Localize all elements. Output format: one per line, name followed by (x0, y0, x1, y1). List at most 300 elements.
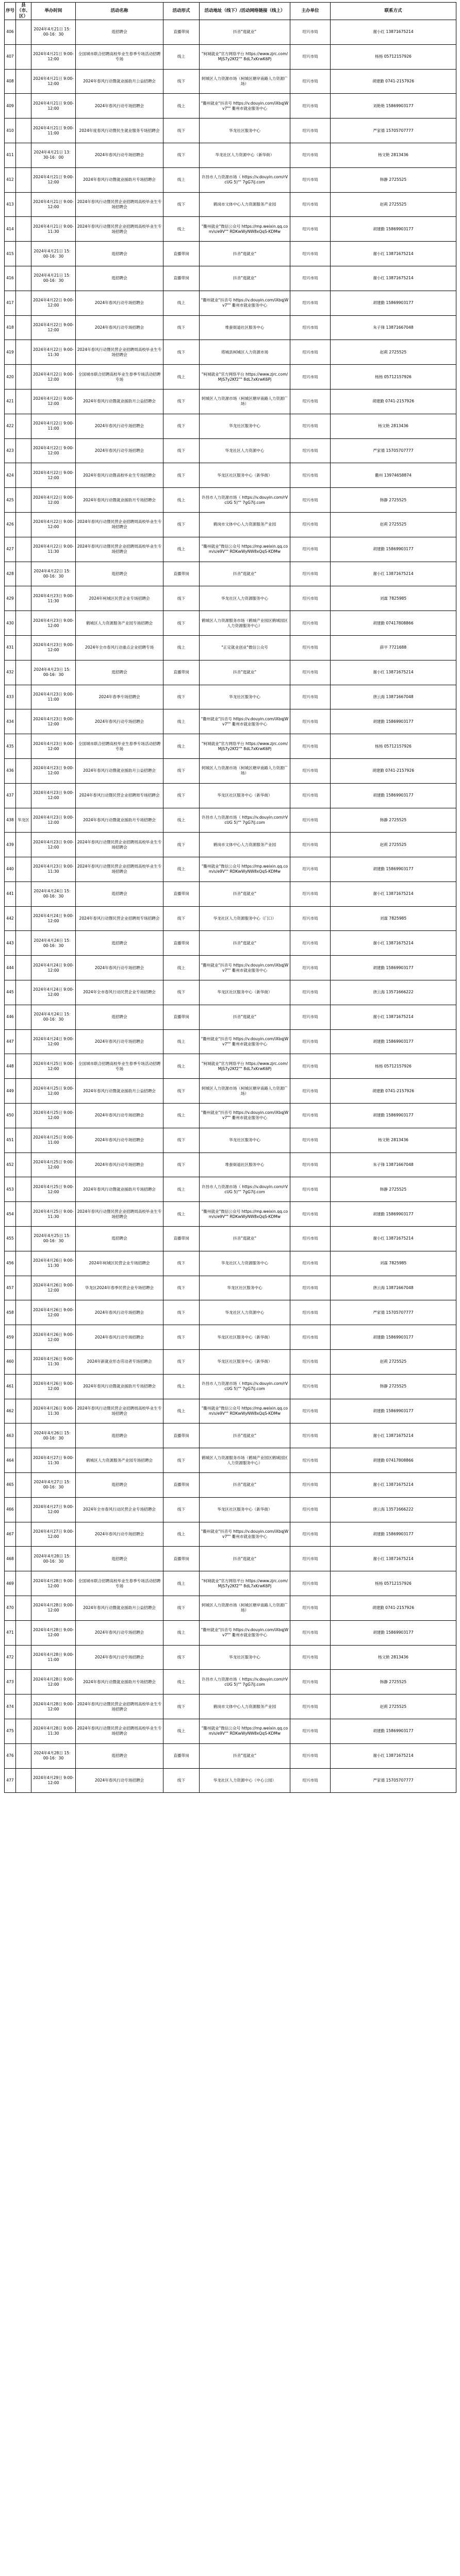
cell-contact: 韩静 2725525 (331, 1670, 456, 1694)
table-row (5, 1079, 456, 1104)
cell-seq: 412 (5, 167, 16, 192)
cell-name: 逛招聘会 (76, 1005, 163, 1029)
cell-seq: 434 (5, 709, 16, 734)
cell-contact: 谢小红 13871675214 (331, 242, 456, 266)
cell-seq: 436 (5, 758, 16, 783)
cell-seq: 431 (5, 635, 16, 660)
cell-area (16, 20, 31, 45)
cell-time: 2024年4月28日 15：00-16：30 (31, 1743, 76, 1768)
cell-contact: 刘霖 7825985 (331, 1251, 456, 1276)
cell-place: 华龙区社区服务中心（新华街） (200, 980, 290, 1005)
cell-org: 绍兴市局 (290, 1547, 331, 1571)
cell-seq: 415 (5, 242, 16, 266)
cell-name: 逛招聘会 (76, 1743, 163, 1768)
cell-org: 绍兴市局 (290, 1079, 331, 1104)
cell-contact: 唐云海 13871667048 (331, 1276, 456, 1300)
cell-area (16, 118, 31, 143)
cell-form: 线上 (163, 709, 200, 734)
cell-org: 绍兴市局 (290, 783, 331, 808)
cell-form: 线下 (163, 1128, 200, 1153)
cell-name: 2024年春风行动专场招聘会 (76, 143, 163, 167)
cell-org: 绍兴市局 (290, 906, 331, 931)
cell-place: "衢州就业"微信公众号 https://mp.weixin.qq.com/s/e9V"" RDKwWyNW8xQqS-KDMw (200, 537, 290, 562)
cell-form: 线下 (163, 1276, 200, 1300)
cell-time: 2024年4月24日 9:00-12:00 (31, 956, 76, 980)
cell-contact: 杨文艳 2813436 (331, 1645, 456, 1670)
table-row (5, 1128, 456, 1153)
table-row (5, 562, 456, 586)
cell-time: 2024年4月26日 9:00-12:00 (31, 1276, 76, 1300)
cell-org: 绍兴市局 (290, 1620, 331, 1645)
cell-time: 2024年4月23日 9:00-12:00 (31, 758, 76, 783)
cell-org: 绍兴市局 (290, 882, 331, 906)
cell-seq: 445 (5, 980, 16, 1005)
cell-contact: 赵莉 2725525 (331, 1694, 456, 1719)
cell-place: 抖音"逛就业" (200, 660, 290, 685)
cell-org: 绍兴市局 (290, 1497, 331, 1522)
cell-place: 华龙社区人力资源中心 (200, 438, 290, 463)
cell-seq: 463 (5, 1423, 16, 1448)
cell-seq: 476 (5, 1743, 16, 1768)
cell-form: 线上 (163, 1202, 200, 1227)
cell-org: 绍兴市局 (290, 1202, 331, 1227)
cell-name: 逛招聘会 (76, 882, 163, 906)
cell-contact: 胡建勤 15869903177 (331, 1719, 456, 1743)
cell-form: 线下 (163, 512, 200, 537)
cell-time: 2024年4月27日 9:00-11:30 (31, 1448, 76, 1473)
cell-org: 绍兴市局 (290, 1768, 331, 1793)
cell-seq: 446 (5, 1005, 16, 1029)
cell-place: "衢州就业"抖音号 https://v.douyin.com/iXbqjWv7"" 衢州市就业服务中心 (200, 1522, 290, 1547)
cell-org: 绍兴市局 (290, 217, 331, 242)
cell-org: 绍兴市局 (290, 611, 331, 636)
cell-form: 线下 (163, 389, 200, 414)
table-row (5, 1473, 456, 1498)
cell-place: 华龙社区服务中心 (200, 414, 290, 438)
cell-form: 线下 (163, 1079, 200, 1104)
cell-time: 2024年4月25日 9:00-12:00 (31, 1153, 76, 1177)
table-row (5, 808, 456, 833)
cell-seq: 475 (5, 1719, 16, 1743)
cell-seq: 429 (5, 586, 16, 611)
cell-contact: 谢小红 13871675214 (331, 562, 456, 586)
cell-seq: 454 (5, 1202, 16, 1227)
cell-area (16, 1522, 31, 1547)
cell-place: 华龙社区人力资源中心 (200, 1300, 290, 1325)
cell-name: 鹤城区人力资源服务产业园专场招聘会 (76, 1448, 163, 1473)
table-row (5, 1768, 456, 1793)
cell-seq: 457 (5, 1276, 16, 1300)
cell-seq: 435 (5, 734, 16, 759)
header-form: 活动形式 (163, 3, 200, 20)
cell-area (16, 1005, 31, 1029)
cell-org: 绍兴市局 (290, 685, 331, 709)
cell-name: 2024年春风行动暨就业援助月专场招聘会 (76, 1670, 163, 1694)
cell-time: 2024年4月23日 9:00-12:00 (31, 635, 76, 660)
cell-time: 2024年4月23日 9:00-12:00 (31, 709, 76, 734)
cell-contact: 胡建勤 15869903177 (331, 1399, 456, 1423)
cell-area (16, 1596, 31, 1621)
cell-area (16, 857, 31, 882)
cell-place: 鹤城区人力资源服务市场（鹤城产业园区鹤城园区人力资源服务中心） (200, 1448, 290, 1473)
cell-org: 绍兴市局 (290, 242, 331, 266)
cell-form: 线下 (163, 611, 200, 636)
cell-time: 2024年4月22日 9:00-12:00 (31, 389, 76, 414)
cell-place: "柯城就业"官方网络平台 https://www.zjrc.com/MjS7y2Kf2"" 8dL7xKrwK6Pj (200, 734, 290, 759)
cell-form: 线下 (163, 315, 200, 340)
cell-name: 2024年春风行动专场招聘会 (76, 709, 163, 734)
cell-time: 2024年4月22日 9:00-12:00 (31, 463, 76, 488)
cell-contact: 谢小红 13871675214 (331, 1547, 456, 1571)
cell-place: 抖音"逛就业" (200, 1227, 290, 1251)
cell-form: 直播带岗 (163, 562, 200, 586)
cell-seq: 449 (5, 1079, 16, 1104)
cell-place: 抖音"逛就业" (200, 20, 290, 45)
cell-place: 抖音"逛就业" (200, 931, 290, 956)
cell-name: 2024年春风行动暨民营企业招聘周高校毕业生专场招聘会 (76, 833, 163, 857)
cell-contact: 胡建勤 07417808866 (331, 611, 456, 636)
table-row (5, 980, 456, 1005)
cell-time: 2024年4月27日 9:00-12:00 (31, 1522, 76, 1547)
cell-org: 绍兴市局 (290, 1300, 331, 1325)
cell-org: 绍兴市局 (290, 315, 331, 340)
cell-place: 华龙社区服务中心 (200, 1128, 290, 1153)
table-row (5, 1177, 456, 1202)
cell-form: 直播带岗 (163, 1005, 200, 1029)
table-row (5, 266, 456, 291)
cell-form: 直播带岗 (163, 266, 200, 291)
cell-org: 绍兴市局 (290, 1423, 331, 1448)
cell-area (16, 1079, 31, 1104)
cell-time: 2024年4月22日 9:00-11:30 (31, 340, 76, 365)
cell-time: 2024年4月24日 9:00-12:00 (31, 980, 76, 1005)
cell-name: 2024年春风行动暨民营企业招聘周高校毕业生专场招聘会 (76, 857, 163, 882)
table-row (5, 438, 456, 463)
cell-time: 2024年4月21日 9:00-12:00 (31, 44, 76, 69)
table-row (5, 1571, 456, 1596)
cell-org: 绍兴市局 (290, 660, 331, 685)
cell-form: 线下 (163, 1768, 200, 1793)
cell-form: 线上 (163, 365, 200, 389)
cell-contact: 谢小红 13871675214 (331, 1423, 456, 1448)
cell-name: 2024年度春风行动暨民生就业服务专场招聘会 (76, 118, 163, 143)
cell-seq: 452 (5, 1153, 16, 1177)
cell-form: 线上 (163, 1399, 200, 1423)
table-row (5, 1251, 456, 1276)
cell-area (16, 1128, 31, 1153)
cell-name: 逛招聘会 (76, 1547, 163, 1571)
cell-form: 线上 (163, 808, 200, 833)
table-row (5, 1719, 456, 1743)
table-row (5, 1005, 456, 1029)
cell-area (16, 512, 31, 537)
cell-place: 许昌市人力资源市场（ https://v.douyin.com/rVcUG 5)"" 7gG7iJ.com (200, 1374, 290, 1399)
cell-seq: 477 (5, 1768, 16, 1793)
cell-org: 绍兴市局 (290, 980, 331, 1005)
cell-time: 2024年4月23日 9:00-11:30 (31, 857, 76, 882)
cell-org: 绍兴市局 (290, 167, 331, 192)
cell-org: 绍兴市局 (290, 1350, 331, 1375)
cell-form: 线上 (163, 635, 200, 660)
cell-contact: 胡建勤 15869903177 (331, 1325, 456, 1350)
cell-time: 2024年4月21日 9:00-11:30 (31, 217, 76, 242)
table-row (5, 167, 456, 192)
cell-org: 绍兴市局 (290, 537, 331, 562)
cell-time: 2024年4月28日 9:00-12:00 (31, 1596, 76, 1621)
cell-seq: 424 (5, 463, 16, 488)
table-row (5, 956, 456, 980)
cell-name: 2024年春风行动专场招聘会 (76, 414, 163, 438)
cell-contact: 谢小红 13871675214 (331, 882, 456, 906)
table-row (5, 1547, 456, 1571)
cell-place: 轲城区人力资源市场（柯城区塘岸南路人力资源广场） (200, 758, 290, 783)
cell-org: 绍兴市局 (290, 1522, 331, 1547)
cell-contact: 刘艳艳 15869903177 (331, 94, 456, 118)
cell-time: 2024年4月22日 9:00-12:00 (31, 315, 76, 340)
cell-place: 堆蚕街道社区服务中心 (200, 1153, 290, 1177)
cell-seq: 407 (5, 44, 16, 69)
cell-name: 2024年春风行动暨民营企业招聘周高校毕业生专场招聘会 (76, 192, 163, 217)
cell-name: 2024年春风行动暨就业援助月专场招聘会 (76, 1177, 163, 1202)
cell-org: 绍兴市局 (290, 1571, 331, 1596)
cell-form: 线下 (163, 1645, 200, 1670)
cell-name: 2024年春风行动暨民营企业招聘周高校毕业生专场招聘会 (76, 1202, 163, 1227)
cell-place: 抖音"逛就业" (200, 1743, 290, 1768)
cell-org: 绍兴市局 (290, 1645, 331, 1670)
cell-area (16, 266, 31, 291)
cell-area (16, 1300, 31, 1325)
cell-name: 2024年春风行动专场招聘会 (76, 1029, 163, 1054)
cell-time: 2024年4月23日 15：00-16：30 (31, 660, 76, 685)
cell-org: 绍兴市局 (290, 1276, 331, 1300)
cell-time: 2024年4月25日 9:00-12:00 (31, 1177, 76, 1202)
header-org: 主办单位 (290, 3, 331, 20)
cell-area (16, 1153, 31, 1177)
cell-contact: 唐云海 13571666222 (331, 980, 456, 1005)
header-row (5, 3, 456, 20)
table-row (5, 1325, 456, 1350)
cell-contact: 韩静 2725525 (331, 488, 456, 513)
cell-name: 2024年春风行动暨民营企业招聘周高校毕业生专场招聘会 (76, 537, 163, 562)
cell-area (16, 611, 31, 636)
table-row (5, 291, 456, 315)
cell-time: 2024年4月23日 9:00-12:00 (31, 611, 76, 636)
header-area: 县（市、区） (16, 3, 31, 20)
table-body (5, 20, 456, 1793)
cell-time: 2024年4月23日 9:00-12:00 (31, 734, 76, 759)
table-row (5, 857, 456, 882)
cell-contact: 韩静 2725525 (331, 1374, 456, 1399)
cell-seq: 418 (5, 315, 16, 340)
cell-time: 2024年4月24日 15：00-16：30 (31, 931, 76, 956)
cell-area (16, 315, 31, 340)
cell-org: 绍兴市局 (290, 1719, 331, 1743)
cell-contact: 杨杨 05712157926 (331, 734, 456, 759)
cell-name: 全国城市联合招聘高校毕业生春季专场活动招聘专场 (76, 1054, 163, 1079)
cell-area (16, 1227, 31, 1251)
table-row (5, 315, 456, 340)
cell-name: 2024年春风行动专场招聘会 (76, 1325, 163, 1350)
table-row (5, 709, 456, 734)
cell-org: 绍兴市局 (290, 1473, 331, 1498)
cell-name: 2024年春风行动专场招聘会 (76, 438, 163, 463)
header-place: 活动地址（线下）/活动网络链接（线上） (200, 3, 290, 20)
cell-contact: 胡建勤 15869903177 (331, 291, 456, 315)
cell-org: 绍兴市局 (290, 1325, 331, 1350)
cell-contact: 胡建勤 15869903177 (331, 709, 456, 734)
cell-org: 绍兴市局 (290, 1694, 331, 1719)
cell-time: 2024年4月25日 9:00-12:00 (31, 1054, 76, 1079)
cell-name: 2024年春风行动暨民营企业招聘周高校毕业生专场招聘会 (76, 217, 163, 242)
cell-seq: 441 (5, 882, 16, 906)
cell-org: 绍兴市局 (290, 1448, 331, 1473)
cell-name: 2024年春风行动暨民营企业招聘周高校毕业生专场招聘会 (76, 512, 163, 537)
cell-name: 2024年春风行动专场招聘会 (76, 1522, 163, 1547)
cell-form: 线上 (163, 1029, 200, 1054)
cell-seq: 472 (5, 1645, 16, 1670)
cell-time: 2024年4月24日 9:00-12:00 (31, 1029, 76, 1054)
cell-place: 抖音"逛就业" (200, 1005, 290, 1029)
cell-org: 绍兴市局 (290, 734, 331, 759)
cell-org: 绍兴市局 (290, 192, 331, 217)
cell-contact: 胡建勤 15869903177 (331, 537, 456, 562)
cell-contact: 胡建勤 15869903177 (331, 956, 456, 980)
table-row (5, 1227, 456, 1251)
cell-name: 2024年春风行动专场招聘会 (76, 94, 163, 118)
table-row (5, 783, 456, 808)
cell-time: 2024年4月22日 15：00-16：30 (31, 562, 76, 586)
cell-form: 线下 (163, 1448, 200, 1473)
cell-name: 2024年春风行动暨民营企业招聘周高校毕业生专场招聘会 (76, 1694, 163, 1719)
table-row (5, 143, 456, 167)
cell-time: 2024年4月24日 15：00-16：30 (31, 1005, 76, 1029)
cell-form: 线上 (163, 1670, 200, 1694)
cell-name: 2024年春风行动暨民营企业招聘周专场招聘会 (76, 783, 163, 808)
cell-name: 2024年春风行动暨就业援助月专场招聘会 (76, 167, 163, 192)
cell-place: "衢州就业"抖音号 https://v.douyin.com/iXbqjWv7"" 衢州市就业服务中心 (200, 1029, 290, 1054)
cell-time: 2024年4月28日 9:00-12:00 (31, 1670, 76, 1694)
cell-area: 华龙区 (16, 808, 31, 833)
cell-contact: 谢小红 13871675214 (331, 1743, 456, 1768)
cell-area (16, 365, 31, 389)
cell-seq: 456 (5, 1251, 16, 1276)
cell-seq: 421 (5, 389, 16, 414)
cell-area (16, 1374, 31, 1399)
cell-contact: 杨文艳 2813436 (331, 414, 456, 438)
cell-area (16, 1645, 31, 1670)
cell-place: "衢州就业"微信公众号 https://mp.weixin.qq.com/s/e9V"" RDKwWyNW8xQqS-KDMw (200, 1399, 290, 1423)
cell-place: 许昌市人力资源市场（ https://v.douyin.com/rVcUG 5)"" 7gG7iJ.com (200, 1177, 290, 1202)
cell-form: 线上 (163, 1522, 200, 1547)
cell-time: 2024年4月22日 9:00-11:00 (31, 414, 76, 438)
cell-name: 2024年春风行动专场招聘会 (76, 1620, 163, 1645)
cell-org: 绍兴市局 (290, 143, 331, 167)
cell-area (16, 1620, 31, 1645)
cell-name: 2024年春风行动专场招聘会 (76, 956, 163, 980)
table-row (5, 389, 456, 414)
table-row (5, 69, 456, 94)
cell-org: 绍兴市局 (290, 586, 331, 611)
cell-form: 线下 (163, 340, 200, 365)
table-row (5, 906, 456, 931)
cell-seq: 470 (5, 1596, 16, 1621)
cell-seq: 443 (5, 931, 16, 956)
cell-area (16, 69, 31, 94)
cell-contact: 胡建勤 15869903177 (331, 1620, 456, 1645)
cell-seq: 464 (5, 1448, 16, 1473)
cell-area (16, 192, 31, 217)
cell-place: 华龙社区人力资源中心（中心公园） (200, 1768, 290, 1793)
cell-seq: 469 (5, 1571, 16, 1596)
cell-form: 直播带岗 (163, 1473, 200, 1498)
cell-place: "衢州就业"抖音号 https://v.douyin.com/iXbqjWv7"" 衢州市就业服务中心 (200, 94, 290, 118)
cell-name: 2024年春风行动暨民营企业招聘周高校毕业生专场招聘会 (76, 1399, 163, 1423)
table-row (5, 1670, 456, 1694)
table-row (5, 833, 456, 857)
cell-area (16, 906, 31, 931)
table-row (5, 217, 456, 242)
cell-form: 线下 (163, 980, 200, 1005)
cell-name: 逛招聘会 (76, 1473, 163, 1498)
cell-name: 2024年全市春风行动民营企业专场招聘会 (76, 1497, 163, 1522)
cell-form: 线上 (163, 1571, 200, 1596)
cell-form: 线下 (163, 143, 200, 167)
table-row (5, 1153, 456, 1177)
cell-time: 2024年4月21日 15：00-16：30 (31, 266, 76, 291)
events-table (4, 2, 456, 1793)
cell-name: 逛招聘会 (76, 931, 163, 956)
cell-name: 2024年春季专场招聘会 (76, 685, 163, 709)
cell-name: 华龙区2024年春季民营企业专场招聘会 (76, 1276, 163, 1300)
cell-contact: 胡建勤 0741-2157926 (331, 389, 456, 414)
cell-contact: 衢州 13974658874 (331, 463, 456, 488)
cell-org: 绍兴市局 (290, 463, 331, 488)
cell-form: 线下 (163, 1300, 200, 1325)
cell-form: 线上 (163, 291, 200, 315)
table-row (5, 118, 456, 143)
cell-place: 华龙社区服务中心 (200, 118, 290, 143)
cell-time: 2024年4月22日 9:00-12:00 (31, 488, 76, 513)
cell-seq: 468 (5, 1547, 16, 1571)
cell-area (16, 1743, 31, 1768)
cell-form: 直播带岗 (163, 1227, 200, 1251)
cell-org: 绍兴市局 (290, 1029, 331, 1054)
cell-time: 2024年4月25日 9:00-11:00 (31, 1128, 76, 1153)
cell-time: 2024年4月21日 9:00-12:00 (31, 192, 76, 217)
cell-name: 全国城市联合招聘高校毕业生春季专场活动招聘专场 (76, 734, 163, 759)
table-row (5, 1423, 456, 1448)
cell-place: 轲城区人力资源市场（柯城区塘岸南路人力资源广场） (200, 1079, 290, 1104)
cell-place: 轲城区人力资源市场（柯城区塘岸南路人力资源广场） (200, 389, 290, 414)
cell-place: 堆蚕街道社区服务中心 (200, 315, 290, 340)
cell-contact: 胡建勤 0741-2157926 (331, 758, 456, 783)
cell-place: 华龙社区服务中心 (200, 1645, 290, 1670)
cell-org: 绍兴市局 (290, 266, 331, 291)
cell-time: 2024年4月25日 9:00-12:00 (31, 1104, 76, 1128)
cell-place: 鹤岗市文体中心人力资源服务产业园 (200, 192, 290, 217)
table-row (5, 1448, 456, 1473)
cell-contact: 杨杨 05712157926 (331, 44, 456, 69)
cell-org: 绍兴市局 (290, 1670, 331, 1694)
cell-contact: 杨文艳 2813436 (331, 1128, 456, 1153)
cell-place: 华龙社区人力资源中心（新华街） (200, 143, 290, 167)
cell-name: 逛招聘会 (76, 1227, 163, 1251)
cell-time: 2024年4月27日 15：00-16：30 (31, 1473, 76, 1498)
cell-seq: 448 (5, 1054, 16, 1079)
cell-area (16, 537, 31, 562)
cell-contact: 唐云海 13571666222 (331, 1497, 456, 1522)
cell-time: 2024年4月21日 13：30-16：00 (31, 143, 76, 167)
